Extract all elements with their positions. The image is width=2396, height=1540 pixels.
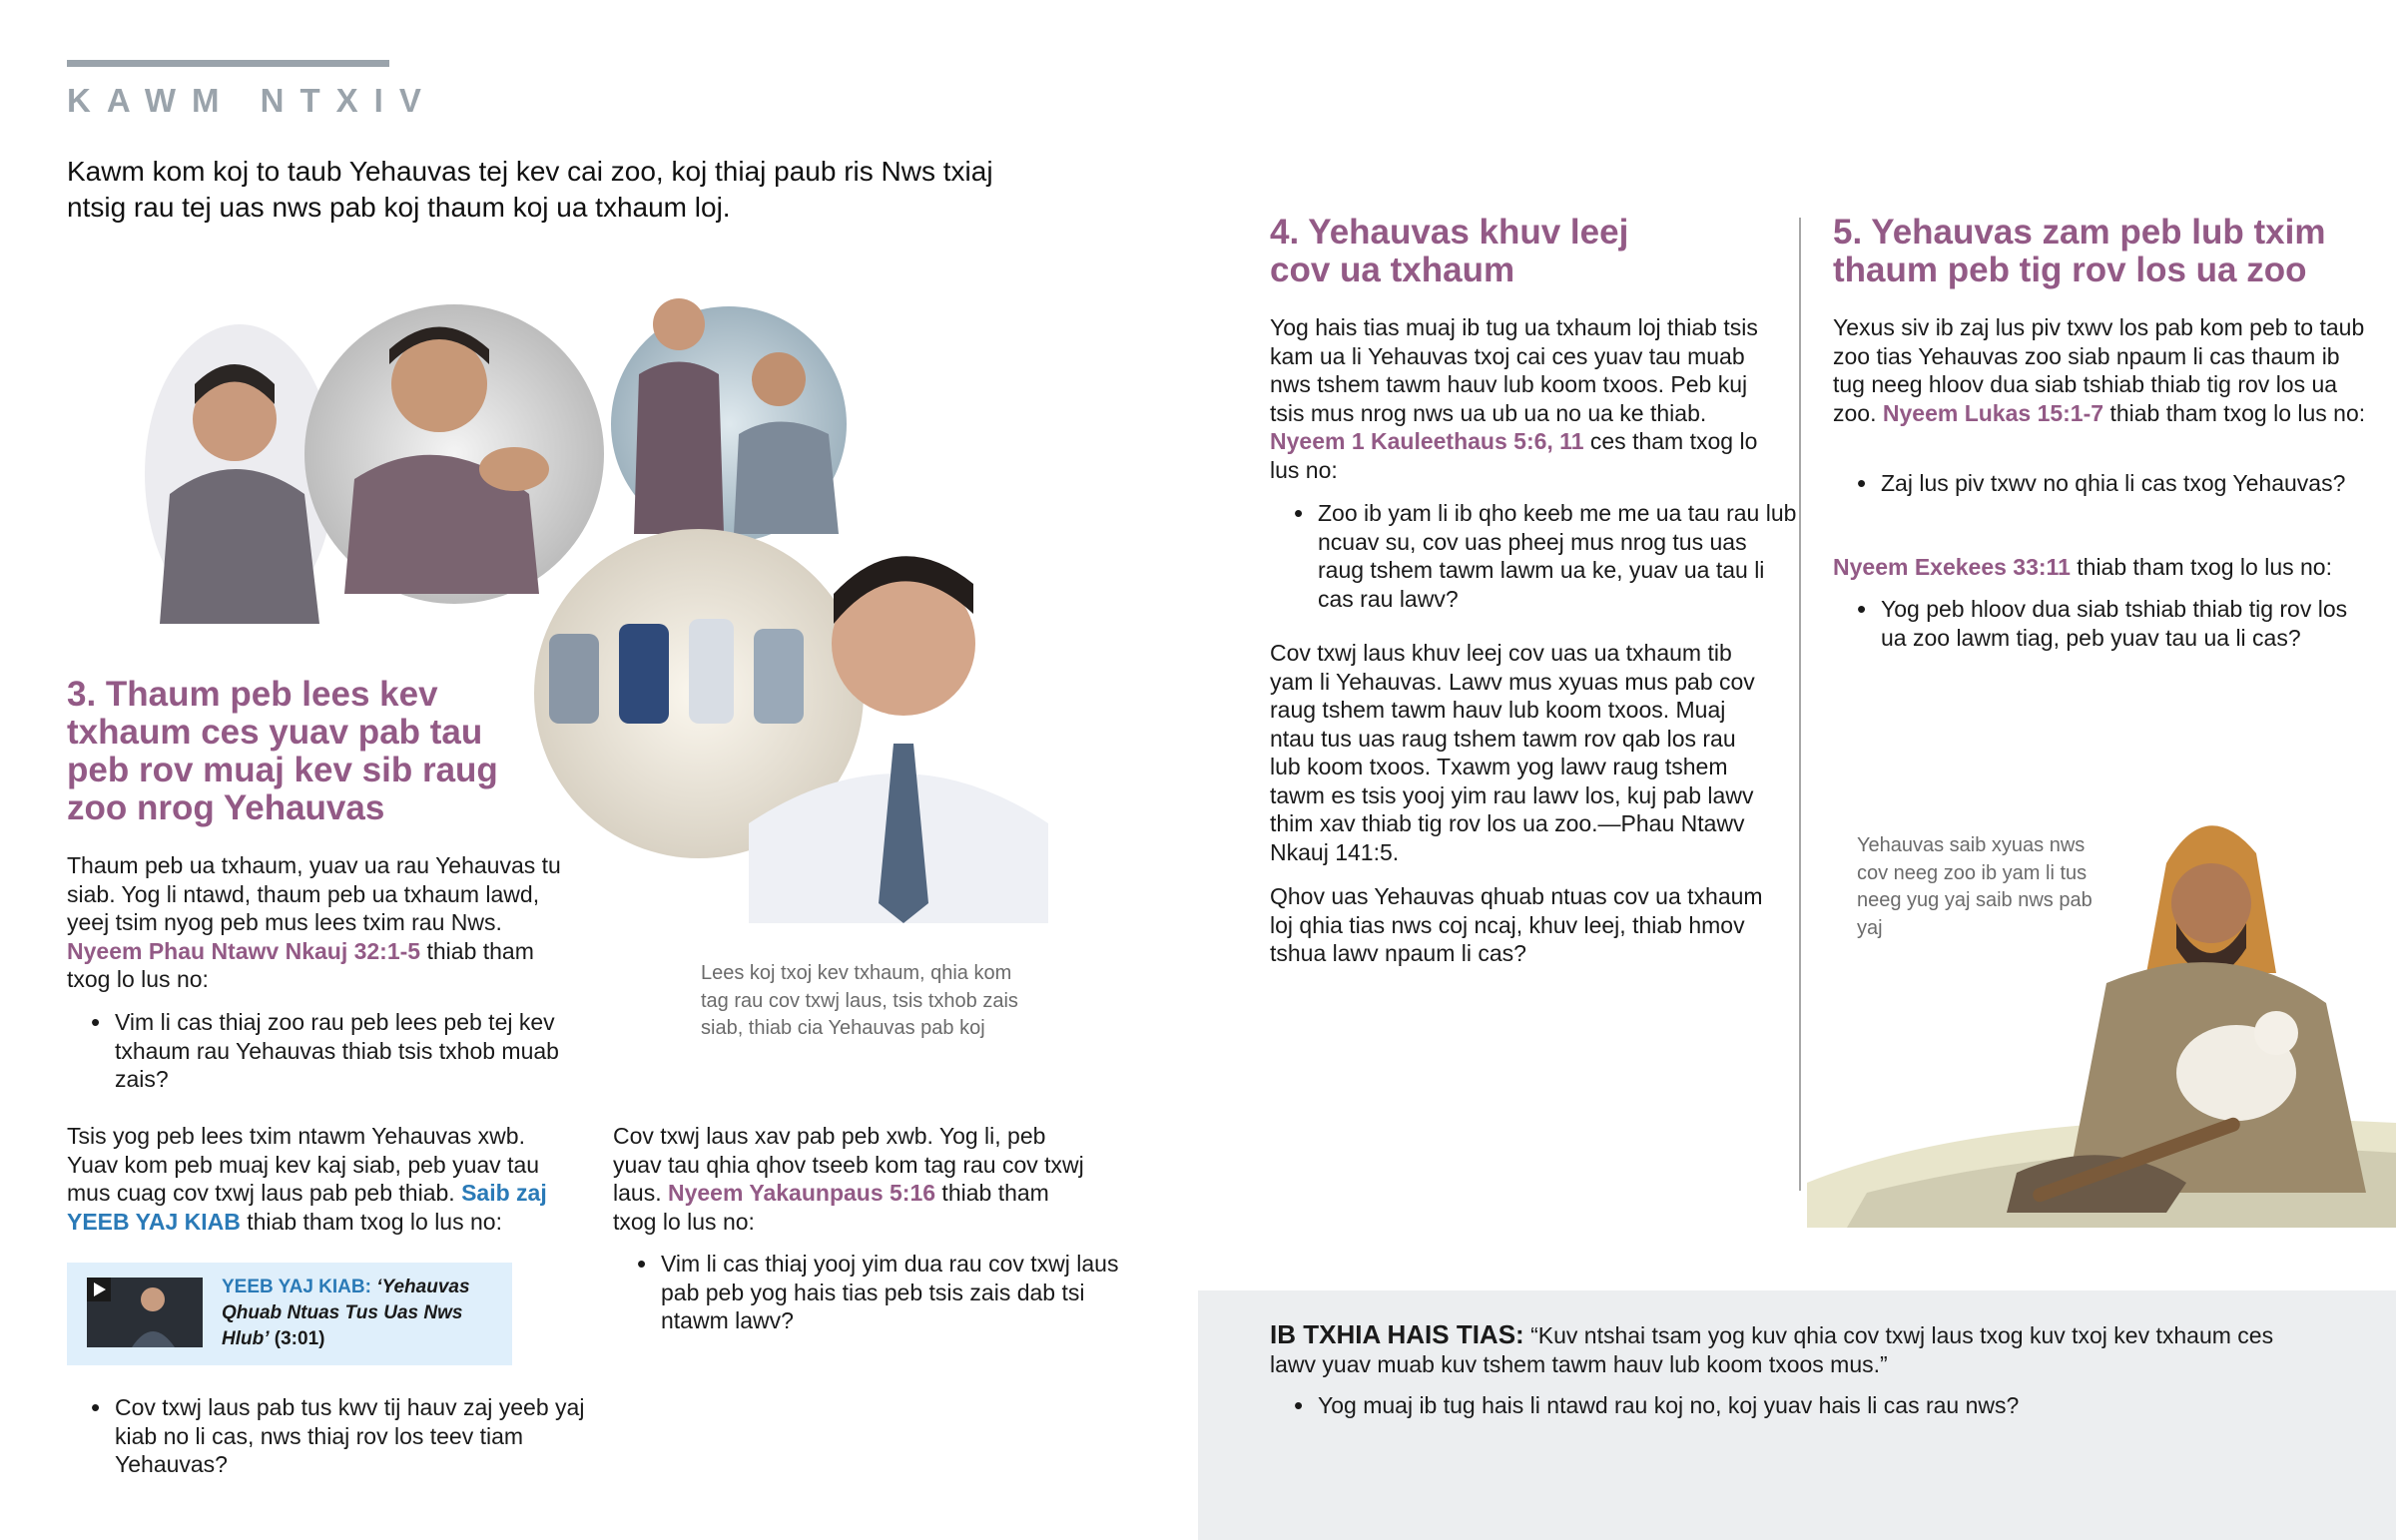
- lesson-kicker: KAWM NTXIV: [67, 82, 437, 119]
- section4-scripture-link[interactable]: Nyeem 1 Kauleethaus 5:6, 11: [1270, 428, 1584, 454]
- section5-scripture-link1[interactable]: Nyeem Lukas 15:1-7: [1882, 399, 2104, 426]
- section4-p1-text: Yog hais tias muaj ib tug ua txhaum loj thiab tsis kam ua li Yehauvas txoj cai ces yuav tau muab nws tshem tawm hauv lub koom txoos. Peb kuj tsis mus nrog nws ua ub ua no ua ke thiab.: [1270, 314, 1758, 426]
- video-thumbnail[interactable]: [87, 1278, 203, 1347]
- section5-p2-tail: thiab tham txog lo lus no:: [2070, 554, 2332, 580]
- section3-p2-tail: thiab tham txog lo lus no:: [240, 1208, 502, 1235]
- section3-bullets1: [67, 1008, 594, 1094]
- section5-bullets1: [1833, 469, 2380, 498]
- section3-col2-bullets: [613, 1250, 1140, 1335]
- section5-question1: • Zaj lus piv txwv no qhia li cas txog Yehauvas?: [1881, 469, 2380, 498]
- video-caption[interactable]: [222, 1275, 491, 1352]
- video-link[interactable]: Saib zaj YEEB YAJ KIAB: [67, 1180, 547, 1235]
- section4-bullets: [1270, 499, 1797, 613]
- section4-heading: 4. Yehauvas khuv leej cov ua txhaum: [1270, 213, 1629, 289]
- section5-caption: Yehauvas saib xyuas nws cov neeg zoo ib yam li tus neeg yug yaj saib nws pab yaj: [1857, 834, 2093, 939]
- header-rule: [67, 60, 389, 67]
- section4-paragraph3: Qhov uas Yehauvas qhuab ntuas cov ua txhaum loj qhia tias nws coj ncaj, khuv leej, thiab hmov tshua lawv npaum li cas?: [1270, 883, 1763, 966]
- discussion-quote: [1270, 1320, 2288, 1378]
- section3-question3: • Vim li cas thiaj yooj yim dua rau cov txwj laus pab peb yog hais tias peb tsis zais dab tsi ntawm lawv?: [661, 1250, 1140, 1335]
- section3-paragraph1: [67, 851, 576, 994]
- section3-col2-scripture-link[interactable]: Nyeem Yakaunpaus 5:16: [667, 1180, 936, 1206]
- video-label: YEEB YAJ KIAB:: [222, 1277, 371, 1297]
- section3-p1-tail: thiab tham txog lo lus no:: [67, 937, 534, 992]
- section4-paragraph1: [1270, 313, 1769, 484]
- section4-p1-tail: ces tham txog lo lus no:: [1270, 428, 1758, 483]
- section5-scripture-link2[interactable]: Nyeem Exekees 33:11: [1833, 554, 2071, 580]
- section3-col2-paragraph: [613, 1122, 1097, 1236]
- section3-p1-text: Thaum peb ua txhaum, yuav ua rau Yehauvas tu siab. Yog li ntawd, thaum peb ua txhaum lawd, yeej tsim nyog peb mus lees txim rau Nws.: [67, 852, 561, 935]
- section3-paragraph2: [67, 1122, 556, 1236]
- section4-question1: • Zoo ib yam li ib qho keeb me me ua tau rau lub ncuav su, cov uas pheej mus nrog tus uas raug tshem tawm lawm ua ke, yuav ua tau li cas rau lawv?: [1318, 499, 1797, 613]
- section3-col2-text: Cov txwj laus xav pab peb xwb. Yog li, peb yuav tau qhia qhov tseeb kom tag rau cov txwj laus.: [613, 1123, 1084, 1206]
- section5-question2: • Yog peb hloov dua siab tshiab thiab tig rov los ua zoo lawm tiag, peb yuav tau ua li cas?: [1881, 595, 2350, 652]
- section4-paragraph2: Cov txwj laus khuv leej cov uas ua txhaum tib yam li Yehauvas. Lawv mus xyuas mus pab cov raug tshem tawm hauv lub koom txoos. Muaj ntau tus uas raug tshem tawm rov qab los rau lub koom txoos. Txawm yog lawv raug tshem tawm es tsis yooj yim rau lawv los, kuj pab lawv thim xav thiab tig rov los ua zoo.—Phau Ntawv Nkauj 141:5.: [1270, 640, 1755, 865]
- column-divider: [1799, 218, 1801, 1191]
- section3-p2-text: Tsis yog peb lees txim ntawm Yehauvas xwb. Yuav kom peb muaj kev kaj siab, peb yuav tau mus cuag cov txwj laus pab peb thiab.: [67, 1123, 540, 1206]
- section3-question2: • Cov txwj laus pab tus kwv tij hauv zaj yeeb yaj kiab no li cas, nws thiaj rov los teev tiam Yehauvas?: [115, 1393, 594, 1479]
- section3-col2-tail: thiab tham txog lo lus no:: [613, 1180, 1049, 1235]
- section3-scripture-link[interactable]: Nyeem Phau Ntawv Nkauj 32:1-5: [67, 937, 421, 964]
- video-title: ‘Yehauvas Qhuab Ntuas Tus Uas Nws Hlub’: [222, 1277, 470, 1349]
- section5-p1-tail: thiab tham txog lo lus no:: [2103, 399, 2366, 426]
- discussion-question: • Yog muaj ib tug hais li ntawd rau koj no, koj yuav hais li cas rau nws?: [1318, 1391, 2316, 1420]
- section3-heading: 3. Thaum peb lees kev txhaum ces yuav pab tau peb rov muaj kev sib raug zoo nrog Yehauvas: [67, 675, 498, 827]
- section5-heading: 5. Yehauvas zam peb lub txim thaum peb tig rov los ua zoo: [1833, 213, 2326, 289]
- section5-paragraph2: [1833, 553, 2372, 582]
- discussion-label: IB TXHIA HAIS TIAS:: [1270, 1319, 1524, 1349]
- section5-paragraph1: [1833, 313, 2372, 427]
- section5-p1-text: Yexus siv ib zaj lus piv txwv los pab kom peb to taub zoo tias Yehauvas zoo siab npaum li cas thaum ib tug neeg hloov dua siab tshiab thiab tig rov los ua zoo.: [1833, 314, 2365, 426]
- section3-caption: Lees koj txoj kev txhaum, qhia kom tag rau cov txwj laus, tsis txhob zais siab, thiab cia Yehauvas pab koj: [701, 962, 1018, 1039]
- video-duration: (3:01): [274, 1328, 325, 1349]
- discussion-quote-text: “Kuv ntshai tsam yog kuv qhia cov txwj laus txog kuv txoj kev txhaum ces lawv yuav muab kuv tshem tawm hauv lub koom txoos mus.”: [1270, 1322, 2274, 1377]
- intro-text: Kawm kom koj to taub Yehauvas tej kev cai zoo, koj thiaj paub ris Nws txiaj ntsig rau tej uas nws pab koj thaum koj ua txhaum loj.: [67, 156, 993, 223]
- section3-question1: • Vim li cas thiaj zoo rau peb lees peb tej kev txhaum rau Yehauvas thiab tsis txhob muab zais?: [115, 1008, 594, 1094]
- discussion-bullets: [1270, 1391, 2316, 1420]
- section3-bullets2: [67, 1393, 594, 1479]
- section5-bullets2: [1833, 595, 2350, 652]
